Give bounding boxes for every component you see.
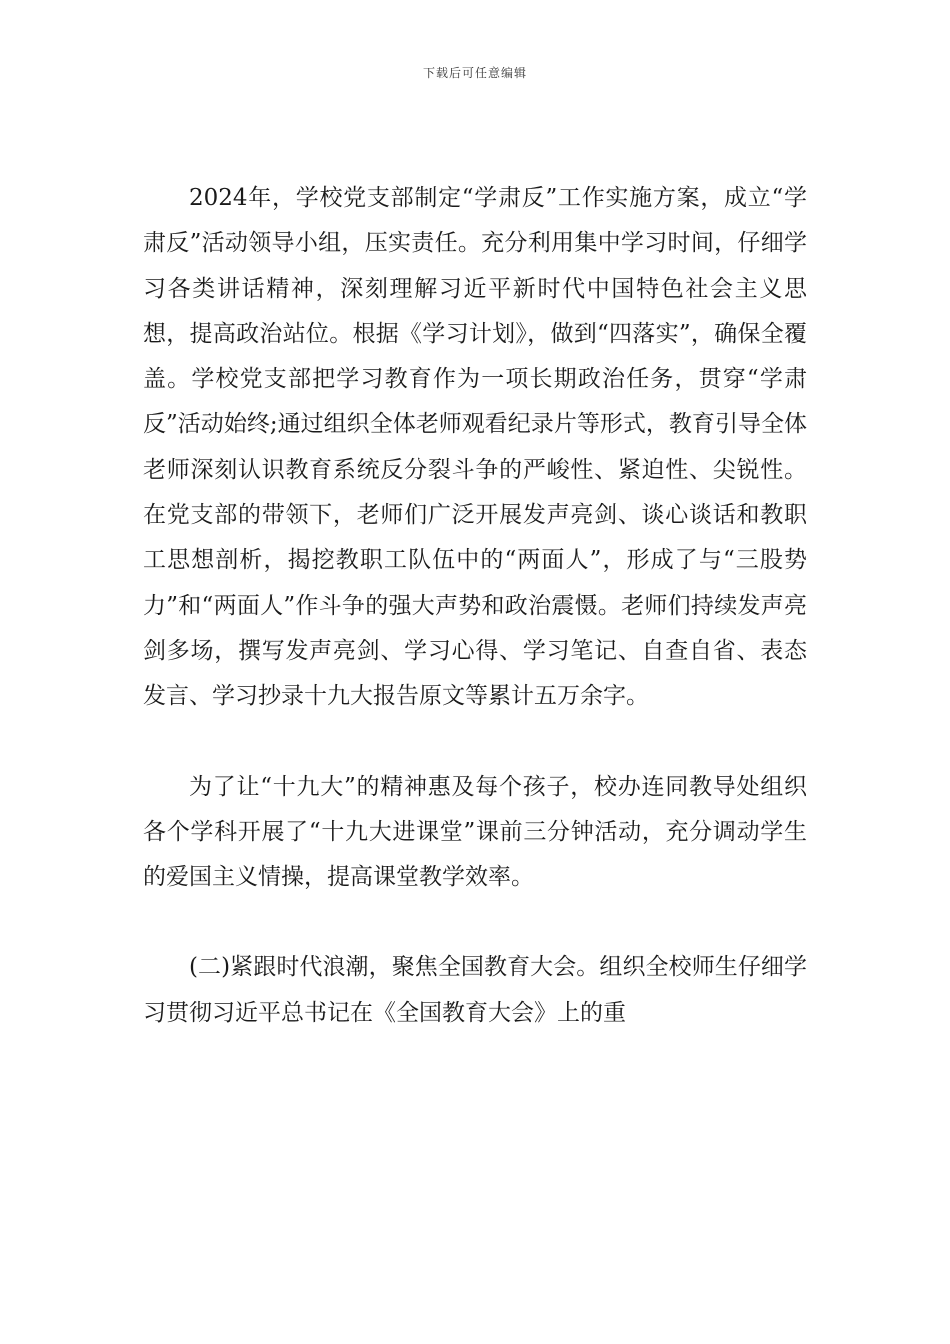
page-header-note: 下载后可任意编辑 bbox=[422, 66, 527, 80]
document-body bbox=[143, 176, 807, 1036]
paragraph-3: (二)紧跟时代浪潮，聚焦全国教育大会。组织全校师生仔细学习贯彻习近平总书记在《全国教育大会》上的重 bbox=[143, 954, 807, 1026]
paragraph-1: 2024年，学校党支部制定“学肃反”工作实施方案，成立“学肃反”活动领导小组，压实责任。充分利用集中学习时间，仔细学习各类讲话精神，深刻理解习近平新时代中国特色社会主义思想，提高政治站位。根据《学习计划》，做到“四落实”，确保全覆盖。学校党支部把学习教育作为一项长期政治任务，贯穿“学肃反”活动始终;通过组织全体老师观看纪录片等形式，教育引导全体老师深刻认识教育系统反分裂斗争的严峻性、紧迫性、尖锐性。在党支部的带领下，老师们广泛开展发声亮剑、谈心谈话和教职工思想剖析，揭挖教职工队伍中的“两面人”，形成了与“三股势力”和“两面人”作斗争的强大声势和政治震慑。老师们持续发声亮剑多场，撰写发声亮剑、学习心得、学习笔记、自查自省、表态发言、学习抄录十九大报告原文等累计五万余字。 bbox=[143, 185, 807, 710]
paragraph-2: 为了让“十九大”的精神惠及每个孩子，校办连同教导处组织各个学科开展了“十九大进课堂”课前三分钟活动，充分调动学生的爱国主义情操，提高课堂教学效率。 bbox=[143, 773, 807, 891]
